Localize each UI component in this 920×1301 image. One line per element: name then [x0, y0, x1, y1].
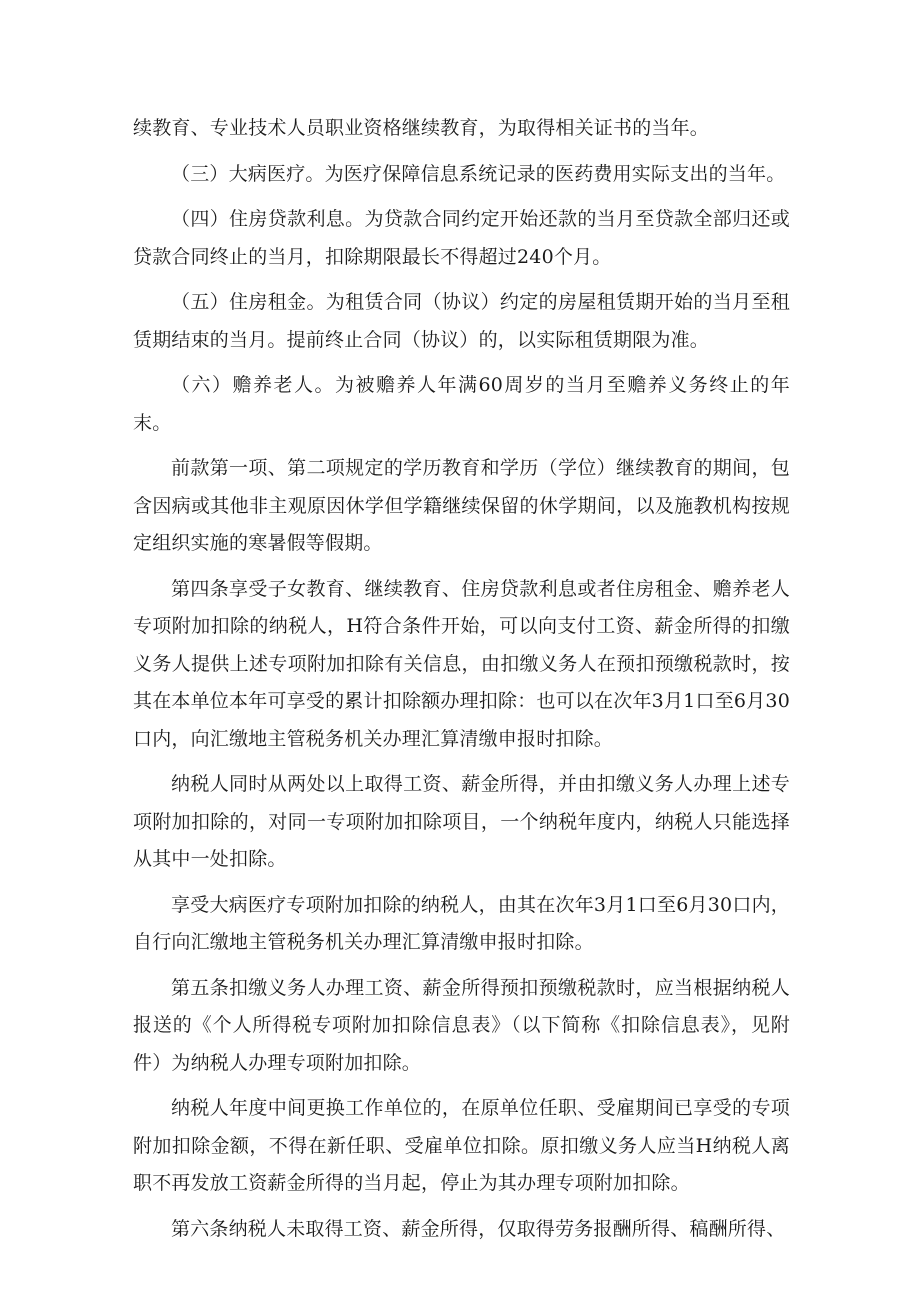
paragraph-medical-deduction: 享受大病医疗专项附加扣除的纳税人，由其在次年3月1口至6月30口内，自行向汇缴地主管税务机关办理汇算清缴申报时扣除。: [133, 893, 790, 953]
paragraph-multiple-sources: 纳税人同时从两处以上取得工资、薪金所得，并由扣缴义务人办理上述专项附加扣除的，对同一专项附加扣除项目，一个纳税年度内，纳税人只能选择从其中一处扣除。: [133, 773, 790, 870]
paragraph-item-4: （四）住房贷款利息。为贷款合同约定开始还款的当月至贷款全部归还或贷款合同终止的当月，扣除期限最长不得超过240个月。: [133, 208, 790, 268]
paragraph-education-period: 前款第一项、第二项规定的学历教育和学历（学位）继续教育的期间，包含因病或其他非主观原因休学但学籍继续保留的休学期间，以及施教机构按规定组织实施的寒暑假等假期。: [133, 457, 790, 554]
paragraph-item-5: （五）住房租金。为租赁合同（协议）约定的房屋租赁期开始的当月至租赁期结束的当月。提前终止合同（协议）的，以实际租赁期限为准。: [133, 291, 790, 351]
paragraph-item-6: （六）赡养老人。为被赡养人年满60周岁的当月至赡养义务终止的年末。: [133, 374, 790, 434]
paragraph-article-6: 第六条纳税人未取得工资、薪金所得，仅取得劳务报酬所得、稿酬所得、: [171, 1217, 786, 1240]
paragraph-continuation: 续教育、专业技术人员职业资格继续教育，为取得相关证书的当年。: [133, 117, 710, 139]
paragraph-article-5: 第五条扣缴义务人办理工资、薪金所得预扣预缴税款时，应当根据纳税人报送的《个人所得税专项附加扣除信息表》（以下简称《扣除信息表》，见附件）为纳税人办理专项附加扣除。: [133, 976, 790, 1074]
paragraph-job-change: 纳税人年度中间更换工作单位的，在原单位任职、受雇期间已享受的专项附加扣除金额，不得在新任职、受雇单位扣除。原扣缴义务人应当H纳税人离职不再发放工资薪金所得的当月起，停止为其办理专项附加扣除。: [133, 1097, 790, 1194]
paragraph-item-3: （三）大病医疗。为医疗保障信息系统记录的医药费用实际支出的当年。: [171, 162, 786, 185]
paragraph-article-4: 第四条享受子女教育、继续教育、住房贷款利息或者住房租金、赡养老人专项附加扣除的纳税人，H符合条件开始，可以向支付工资、薪金所得的扣缴义务人提供上述专项附加扣除有关信息，由扣缴义务人在预扣预缴税款时，按其在本单位本年可享受的累计扣除额办理扣除：也可以在次年3月1口至6月30口内，向汇缴地主管税务机关办理汇算清缴申报时扣除。: [133, 577, 790, 750]
